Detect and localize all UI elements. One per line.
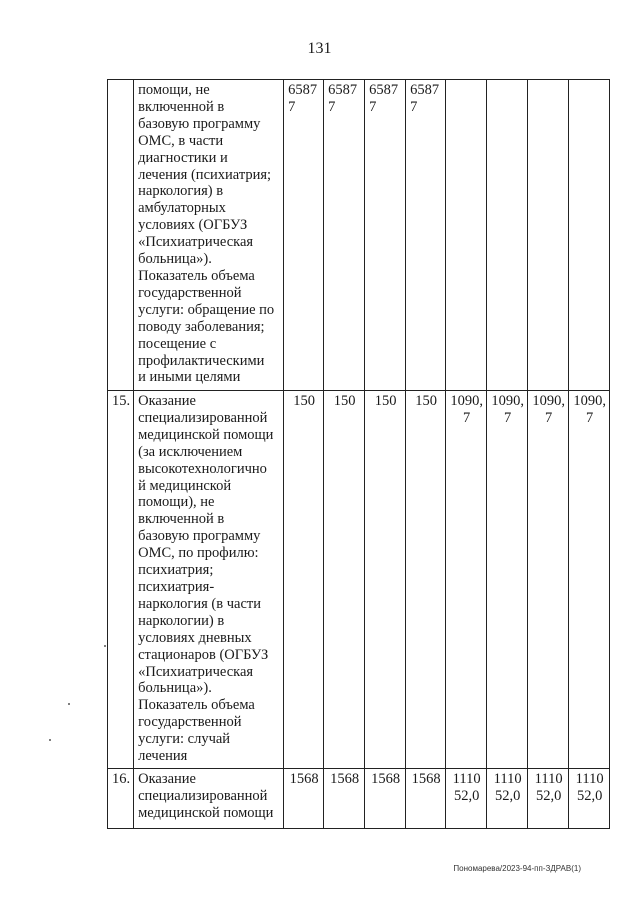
table-row [108,391,610,769]
value-cell: 1568 [324,768,365,828]
scan-speck [104,645,106,647]
value-cell: 6587 7 [324,80,365,391]
document-table [107,79,610,829]
value-cell [528,80,569,391]
value-cell: 150 [284,391,324,769]
value-cell: 1568 [365,768,406,828]
row-number: 15. [108,391,134,769]
value-cell: 1090, 7 [446,391,487,769]
document-footer: Пономарева/2023-94-пп-ЗДРАВ(1) [453,864,581,873]
table-row [108,80,610,391]
value-cell: 1090, 7 [528,391,569,769]
value-cell: 1110 52,0 [487,768,528,828]
value-cell: 150 [365,391,406,769]
value-cell: 150 [406,391,446,769]
page-number: 131 [307,40,332,57]
value-cell: 1090, 7 [569,391,610,769]
value-cell [487,80,528,391]
value-cell: 6587 7 [406,80,446,391]
scan-speck [49,739,51,741]
scan-speck [68,703,70,705]
value-cell: 1110 52,0 [569,768,610,828]
value-cell: 1110 52,0 [446,768,487,828]
row-description: помощи, не включенной в базовую программу ОМС, в части диагностики и лечения (психиатрия; наркология) в амбулаторных условиях (ОГБУЗ «Психиатрическая больница»). Показатель объема государственной услуги: обращение по поводу заболевания; посещение с профилактическими и иными целями [134,80,284,391]
value-cell: 1568 [406,768,446,828]
value-cell: 150 [324,391,365,769]
value-cell [569,80,610,391]
value-cell: 1110 52,0 [528,768,569,828]
value-cell: 1090, 7 [487,391,528,769]
row-number: 16. [108,768,134,828]
value-cell: 6587 7 [284,80,324,391]
table-row [108,768,610,828]
value-cell: 1568 [284,768,324,828]
row-number [108,80,134,391]
value-cell [446,80,487,391]
row-description: Оказание специализированной медицинской помощи [134,768,284,828]
value-cell: 6587 7 [365,80,406,391]
row-description: Оказание специализированной медицинской помощи (за исключением высокотехнологично й медицинской помощи), не включенной в базовую программу ОМС, по профилю: психиатрия; психиатрия- наркология (в части наркологии) в условиях дневных стационаров (ОГБУЗ «Психиатрическая больница»). Показатель объема государственной услуги: случай лечения [134,391,284,769]
